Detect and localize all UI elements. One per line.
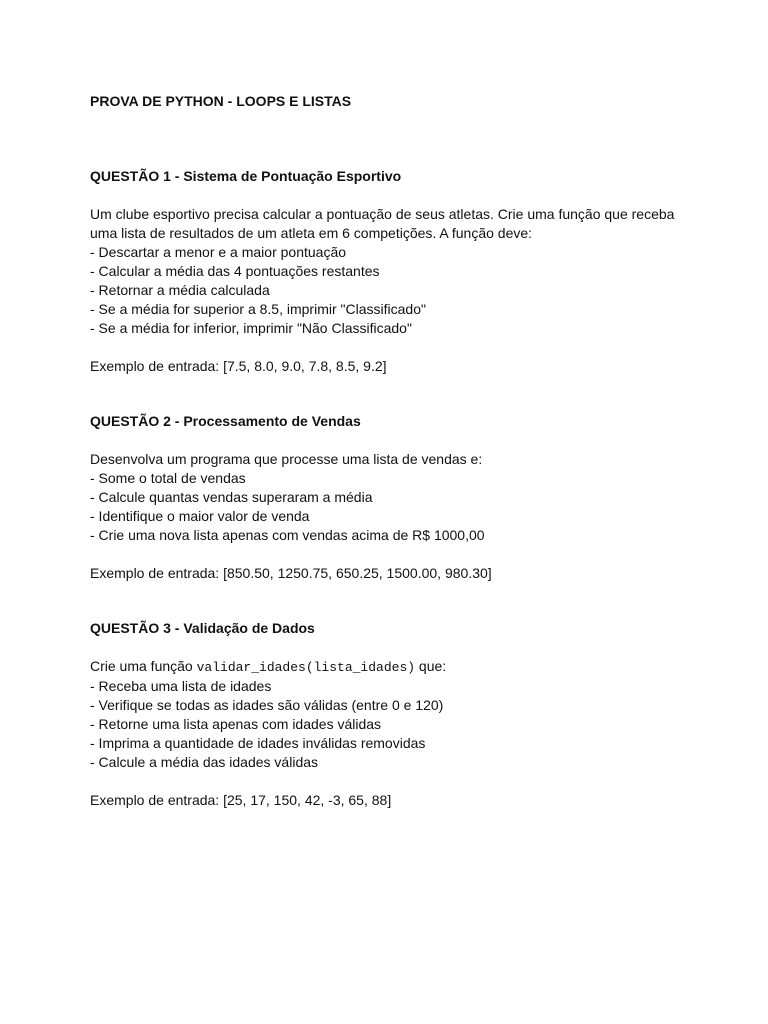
question-2-item: - Crie uma nova lista apenas com vendas acima de R$ 1000,00	[90, 527, 485, 543]
question-3-item: - Retorne uma lista apenas com idades válidas	[90, 716, 382, 732]
question-1-item: - Retornar a média calculada	[90, 282, 270, 298]
document-title: PROVA DE PYTHON - LOOPS E LISTAS	[90, 93, 352, 109]
question-1-title: QUESTÃO 1 - Sistema de Pontuação Esportivo	[90, 168, 402, 184]
question-2	[90, 412, 690, 583]
question-3-intro-suffix: que:	[415, 658, 447, 674]
question-3-intro	[90, 657, 690, 677]
question-1-item: - Descartar a menor e a maior pontuação	[90, 244, 347, 260]
question-1-intro-line-2: uma lista de resultados de um atleta em 6 competições. A função deve:	[90, 225, 533, 241]
question-2-item: - Identifique o maior valor de venda	[90, 508, 310, 524]
question-2-item: - Calcule quantas vendas superaram a média	[90, 489, 373, 505]
question-3-example: Exemplo de entrada: [25, 17, 150, 42, -3, 65, 88]	[90, 792, 392, 808]
question-1-item: - Se a média for superior a 8.5, imprimir "Classificado"	[90, 301, 426, 317]
question-3-title: QUESTÃO 3 - Validação de Dados	[90, 620, 315, 636]
question-1-intro-line-1: Um clube esportivo precisa calcular a pontuação de seus atletas. Crie uma função que receba	[90, 206, 675, 222]
question-3-intro-prefix: Crie uma função	[90, 658, 197, 674]
question-1	[90, 167, 690, 376]
question-1-item: - Calcular a média das 4 pontuações restantes	[90, 263, 380, 279]
question-3-item: - Calcule a média das idades válidas	[90, 754, 319, 770]
question-2-intro: Desenvolva um programa que processe uma lista de vendas e:	[90, 451, 483, 467]
spacer	[90, 338, 690, 357]
question-1-example: Exemplo de entrada: [7.5, 8.0, 9.0, 7.8, 8.5, 9.2]	[90, 358, 387, 374]
question-1-item: - Se a média for inferior, imprimir "Não Classificado"	[90, 320, 412, 336]
question-3-item: - Imprima a quantidade de idades inválidas removidas	[90, 735, 426, 751]
question-3	[90, 619, 690, 810]
spacer	[90, 772, 690, 791]
question-2-example: Exemplo de entrada: [850.50, 1250.75, 650.25, 1500.00, 980.30]	[90, 565, 492, 581]
question-3-item: - Receba uma lista de idades	[90, 678, 272, 694]
document-page	[90, 92, 690, 846]
question-2-title: QUESTÃO 2 - Processamento de Vendas	[90, 413, 361, 429]
function-signature-code: validar_idades(lista_idades)	[196, 660, 416, 675]
question-3-item: - Verifique se todas as idades são válidas (entre 0 e 120)	[90, 697, 444, 713]
question-2-item: - Some o total de vendas	[90, 470, 246, 486]
spacer	[90, 545, 690, 564]
